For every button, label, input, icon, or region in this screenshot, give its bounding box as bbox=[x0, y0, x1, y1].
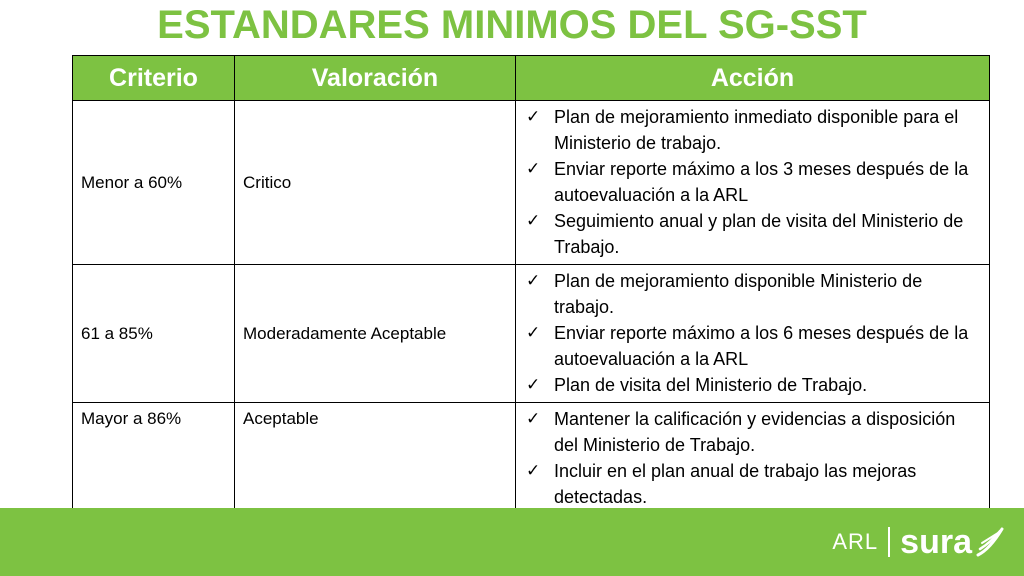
logo-arl-text: ARL bbox=[832, 529, 879, 554]
list-item bbox=[526, 104, 981, 156]
check-icon: ✓ bbox=[526, 159, 541, 178]
arl-sura-logo bbox=[832, 520, 1004, 564]
header-criterio: Criterio bbox=[73, 56, 235, 101]
header-accion: Acción bbox=[516, 56, 990, 101]
cell-criterio: Menor a 60% bbox=[73, 101, 235, 265]
cell-accion bbox=[516, 101, 990, 265]
list-item bbox=[526, 458, 981, 510]
action-list bbox=[526, 268, 981, 398]
table-header-row bbox=[73, 56, 990, 101]
cell-accion bbox=[516, 403, 990, 515]
check-icon: ✓ bbox=[526, 409, 541, 428]
check-icon: ✓ bbox=[526, 271, 541, 290]
standards-table bbox=[72, 55, 990, 515]
table-row bbox=[73, 403, 990, 515]
wing-icon bbox=[976, 525, 1004, 559]
list-item bbox=[526, 406, 981, 458]
action-list bbox=[526, 406, 981, 510]
page-title: ESTANDARES MINIMOS DEL SG-SST bbox=[157, 3, 867, 47]
list-item bbox=[526, 156, 981, 208]
list-item bbox=[526, 320, 981, 372]
cell-valoracion: Aceptable bbox=[235, 403, 516, 515]
cell-valoracion: Moderadamente Aceptable bbox=[235, 265, 516, 403]
list-item bbox=[526, 268, 981, 320]
action-text: Enviar reporte máximo a los 3 meses después de la autoevaluación a la ARL bbox=[554, 159, 969, 205]
cell-accion bbox=[516, 265, 990, 403]
header-valoracion: Valoración bbox=[235, 56, 516, 101]
action-text: Plan de mejoramiento disponible Ministerio de trabajo. bbox=[554, 271, 923, 317]
table-row bbox=[73, 101, 990, 265]
action-text: Plan de mejoramiento inmediato disponible para el Ministerio de trabajo. bbox=[554, 107, 959, 153]
cell-criterio: Mayor a 86% bbox=[73, 403, 235, 515]
check-icon: ✓ bbox=[526, 211, 541, 230]
action-list bbox=[526, 104, 981, 260]
cell-valoracion: Critico bbox=[235, 101, 516, 265]
logo-sura-text: sura bbox=[900, 522, 972, 561]
check-icon: ✓ bbox=[526, 375, 541, 394]
check-icon: ✓ bbox=[526, 107, 541, 126]
footer-bar bbox=[0, 508, 1024, 576]
check-icon: ✓ bbox=[526, 461, 541, 480]
action-text: Mantener la calificación y evidencias a disposición del Ministerio de Trabajo. bbox=[554, 409, 956, 455]
list-item bbox=[526, 208, 981, 260]
table-row bbox=[73, 265, 990, 403]
cell-criterio: 61 a 85% bbox=[73, 265, 235, 403]
action-text: Plan de visita del Ministerio de Trabajo. bbox=[554, 375, 868, 395]
action-text: Incluir en el plan anual de trabajo las mejoras detectadas. bbox=[554, 461, 917, 507]
logo-divider bbox=[888, 527, 890, 557]
list-item bbox=[526, 372, 981, 398]
action-text: Enviar reporte máximo a los 6 meses después de la autoevaluación a la ARL bbox=[554, 323, 969, 369]
action-text: Seguimiento anual y plan de visita del Ministerio de Trabajo. bbox=[554, 211, 964, 257]
check-icon: ✓ bbox=[526, 323, 541, 342]
